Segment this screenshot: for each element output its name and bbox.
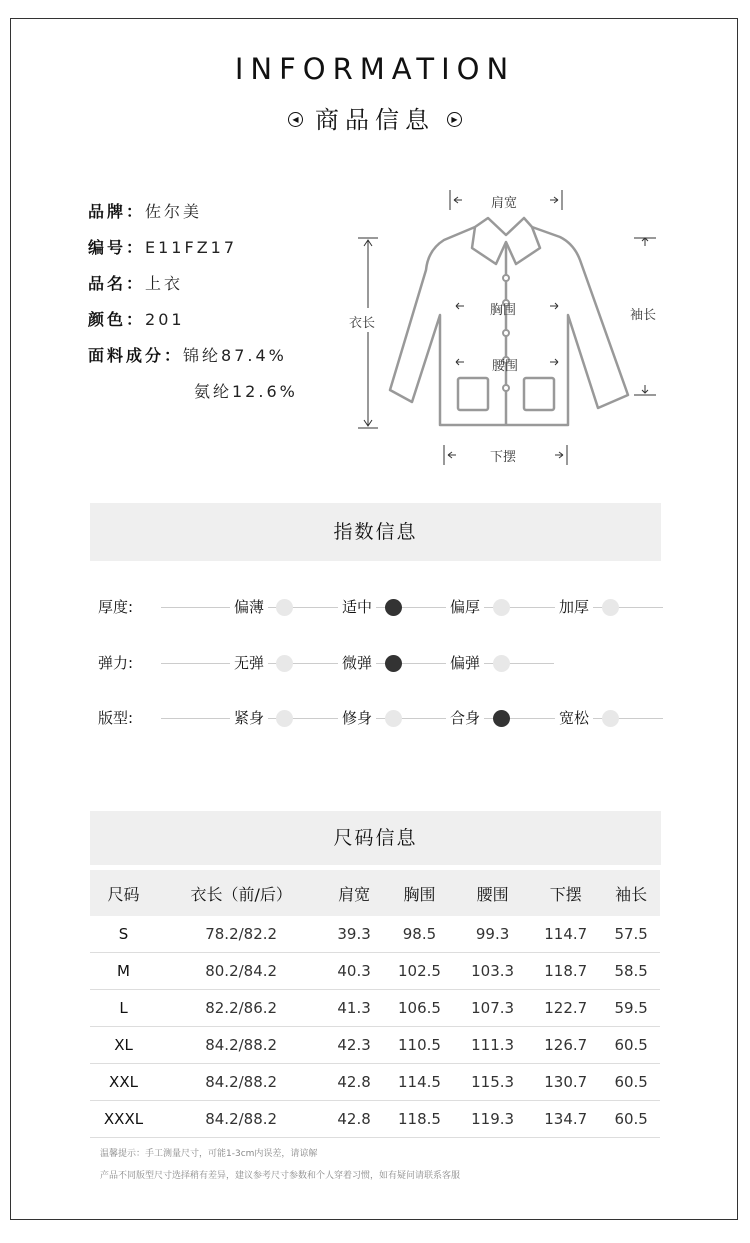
table-row bbox=[90, 1064, 660, 1101]
table-row bbox=[90, 1101, 660, 1138]
info-row-color bbox=[88, 307, 298, 343]
size-table bbox=[90, 870, 660, 1138]
scale-option: 合身 bbox=[446, 707, 484, 728]
table-cell: 126.7 bbox=[529, 1027, 602, 1064]
table-cell: 60.5 bbox=[602, 1064, 660, 1101]
info-key: 品牌： bbox=[88, 202, 146, 221]
label-hem: 下摆 bbox=[490, 450, 517, 465]
scale-option: 微弹 bbox=[338, 652, 376, 673]
info-value: 佐尔美 bbox=[145, 202, 203, 221]
footnote-tip: 温馨提示：手工测量尺寸，可能1-3cm内误差，请谅解 bbox=[100, 1149, 318, 1159]
scale-dot bbox=[493, 599, 510, 616]
table-cell: 102.5 bbox=[383, 953, 456, 990]
table-cell: 60.5 bbox=[602, 1027, 660, 1064]
table-cell: 82.2/86.2 bbox=[157, 990, 325, 1027]
table-cell: 42.8 bbox=[325, 1101, 383, 1138]
table-cell: 107.3 bbox=[456, 990, 529, 1027]
title-cn-text: 商品信息 bbox=[315, 106, 435, 134]
info-key: 面料成分： bbox=[88, 346, 184, 365]
scale-option: 加厚 bbox=[555, 596, 593, 617]
table-cell: XXXL bbox=[90, 1101, 157, 1138]
info-key: 编号： bbox=[88, 238, 146, 257]
column-header: 尺码 bbox=[90, 870, 157, 916]
scale-dot-selected bbox=[385, 599, 402, 616]
right-arrow-icon: ▶ bbox=[447, 112, 462, 127]
table-cell: 118.5 bbox=[383, 1101, 456, 1138]
table-cell: L bbox=[90, 990, 157, 1027]
table-cell: 114.7 bbox=[529, 916, 602, 953]
table-cell: 84.2/88.2 bbox=[157, 1101, 325, 1138]
label-waist: 腰围 bbox=[492, 359, 519, 374]
scale-label: 版型: bbox=[98, 709, 134, 727]
table-cell: 134.7 bbox=[529, 1101, 602, 1138]
table-cell: 78.2/82.2 bbox=[157, 916, 325, 953]
table-cell: 114.5 bbox=[383, 1064, 456, 1101]
table-cell: 80.2/84.2 bbox=[157, 953, 325, 990]
info-value: 201 bbox=[145, 310, 185, 329]
scale-dot bbox=[385, 710, 402, 727]
scale-label: 弹力: bbox=[98, 654, 134, 672]
info-value: 锦纶87.4% bbox=[183, 346, 287, 365]
column-header: 袖长 bbox=[602, 870, 660, 916]
table-row bbox=[90, 953, 660, 990]
scale-dot bbox=[602, 710, 619, 727]
info-row-code bbox=[88, 235, 298, 271]
table-cell: XXL bbox=[90, 1064, 157, 1101]
column-header: 下摆 bbox=[529, 870, 602, 916]
table-cell: 59.5 bbox=[602, 990, 660, 1027]
scale-dot bbox=[602, 599, 619, 616]
table-cell: 58.5 bbox=[602, 953, 660, 990]
table-cell: 118.7 bbox=[529, 953, 602, 990]
left-arrow-icon: ◀ bbox=[288, 112, 303, 127]
table-cell: M bbox=[90, 953, 157, 990]
table-cell: 111.3 bbox=[456, 1027, 529, 1064]
label-length: 衣长 bbox=[349, 316, 376, 331]
scale-option: 宽松 bbox=[555, 707, 593, 728]
column-header: 胸围 bbox=[383, 870, 456, 916]
label-shoulder: 肩宽 bbox=[491, 196, 518, 211]
column-header: 肩宽 bbox=[325, 870, 383, 916]
table-cell: 57.5 bbox=[602, 916, 660, 953]
scale-dot-selected bbox=[493, 710, 510, 727]
scale-option: 偏厚 bbox=[446, 596, 484, 617]
table-cell: 98.5 bbox=[383, 916, 456, 953]
table-cell: 122.7 bbox=[529, 990, 602, 1027]
scale-option: 适中 bbox=[338, 596, 376, 617]
scale-option: 偏弹 bbox=[446, 652, 484, 673]
footnote-note: 产品不同版型尺寸选择稍有差异，建议参考尺寸参数和个人穿着习惯，如有疑问请联系客服 bbox=[100, 1171, 461, 1181]
scale-dot-selected bbox=[385, 655, 402, 672]
page-title-en: INFORMATION bbox=[234, 52, 516, 86]
scale-dot bbox=[276, 710, 293, 727]
table-cell: 119.3 bbox=[456, 1101, 529, 1138]
table-cell: S bbox=[90, 916, 157, 953]
size-table-header bbox=[90, 870, 660, 916]
table-cell: 99.3 bbox=[456, 916, 529, 953]
scale-row-elasticity bbox=[98, 648, 678, 678]
index-section-title: 指数信息 bbox=[90, 503, 661, 561]
product-info bbox=[88, 199, 298, 415]
info-key: 颜色： bbox=[88, 310, 146, 329]
scale-option: 偏薄 bbox=[230, 596, 268, 617]
scale-dot bbox=[276, 655, 293, 672]
column-header: 腰围 bbox=[456, 870, 529, 916]
table-cell: 103.3 bbox=[456, 953, 529, 990]
table-cell: XL bbox=[90, 1027, 157, 1064]
table-cell: 115.3 bbox=[456, 1064, 529, 1101]
info-row-fabric bbox=[88, 343, 298, 379]
table-cell: 106.5 bbox=[383, 990, 456, 1027]
table-cell: 110.5 bbox=[383, 1027, 456, 1064]
scale-row-thickness bbox=[98, 592, 678, 622]
table-row bbox=[90, 990, 660, 1027]
scale-dot bbox=[276, 599, 293, 616]
info-value: E11FZ17 bbox=[145, 238, 238, 257]
column-header: 衣长（前/后） bbox=[157, 870, 325, 916]
scale-option: 紧身 bbox=[230, 707, 268, 728]
info-value: 上衣 bbox=[145, 274, 184, 293]
scale-row-fit bbox=[98, 703, 678, 733]
info-row-name bbox=[88, 271, 298, 307]
table-row bbox=[90, 916, 660, 953]
table-cell: 42.3 bbox=[325, 1027, 383, 1064]
page-title-cn bbox=[0, 100, 750, 135]
scale-dot bbox=[493, 655, 510, 672]
table-cell: 84.2/88.2 bbox=[157, 1064, 325, 1101]
label-chest: 胸围 bbox=[490, 303, 517, 318]
scale-option: 修身 bbox=[338, 707, 376, 728]
table-cell: 42.8 bbox=[325, 1064, 383, 1101]
info-value: 氨纶12.6% bbox=[194, 382, 298, 401]
jacket-outline-icon bbox=[340, 180, 680, 480]
table-cell: 130.7 bbox=[529, 1064, 602, 1101]
table-cell: 60.5 bbox=[602, 1101, 660, 1138]
info-row-fabric-2 bbox=[88, 379, 298, 415]
scale-label: 厚度: bbox=[98, 598, 134, 616]
table-cell: 39.3 bbox=[325, 916, 383, 953]
info-row-brand bbox=[88, 199, 298, 235]
jacket-diagram bbox=[340, 180, 680, 480]
table-cell: 40.3 bbox=[325, 953, 383, 990]
table-cell: 84.2/88.2 bbox=[157, 1027, 325, 1064]
size-section-title: 尺码信息 bbox=[90, 811, 661, 865]
scale-option: 无弹 bbox=[230, 652, 268, 673]
info-key: 品名： bbox=[88, 274, 146, 293]
table-row bbox=[90, 1027, 660, 1064]
label-sleeve: 袖长 bbox=[630, 308, 657, 323]
table-cell: 41.3 bbox=[325, 990, 383, 1027]
